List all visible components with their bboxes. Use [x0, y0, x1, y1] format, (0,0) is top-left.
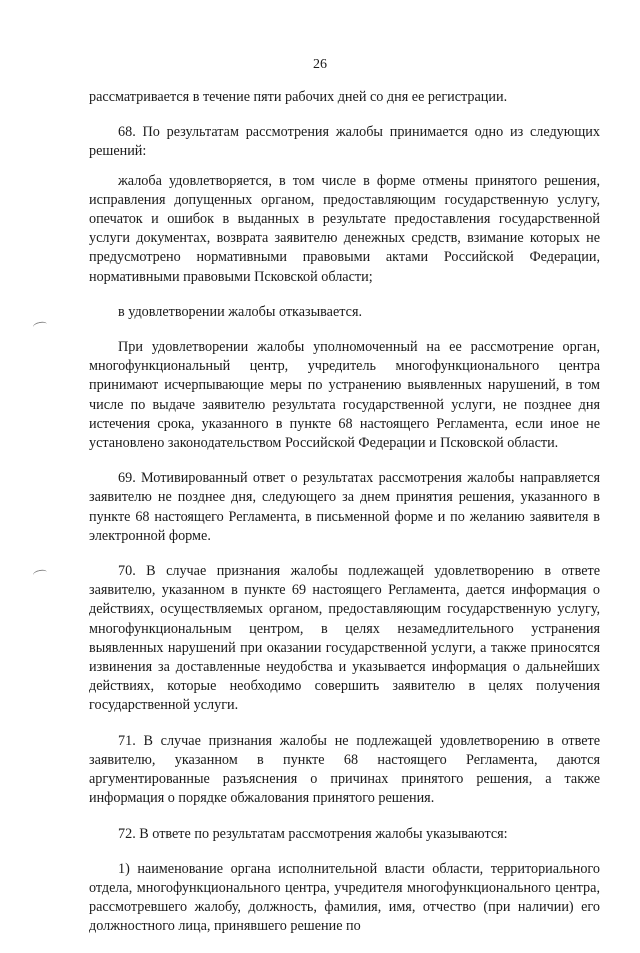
- paragraph-decision-refused: в удовлетворении жалобы отказывается.: [118, 303, 363, 320]
- page-number: 26: [313, 57, 327, 72]
- paragraph-68: 68. По результатам рассмотрения жалобы принимается одно из следующих решений:: [89, 124, 600, 160]
- margin-mark: [32, 569, 47, 579]
- paragraph-72: 72. В ответе по результатам рассмотрения жалобы указываются:: [118, 825, 508, 842]
- paragraph-72-item-1: 1) наименование органа исполнительной власти области, территориального отдела, многофункционального центра, учредителя многофункционального центра, рассмотревшего жалобу, должность, фамилия, имя, отчество (при наличии) его должностного лица, принявшего решение по: [89, 860, 600, 935]
- paragraph-70: 70. В случае признания жалобы подлежащей удовлетворению в ответе заявителю, указанном в пункте 69 настоящего Регламента, дается информация о действиях, осуществляемых органом, предоставляющим государственную услугу, многофункциональным центром, в целях незамедлительного устранения выявленных нарушений при оказании государственной услуги, а также приносятся извинения за доставленные неудобства и указывается информация о дальнейших действиях, которые необходимо совершить заявителю в целях получения государственной услуги.: [89, 563, 600, 714]
- paragraph-decision-satisfied: жалоба удовлетворяется, в том числе в форме отмены принятого решения, исправления допущенных органом, предоставляющим государственную услугу, опечаток и ошибок в выданных в результате предоставления государственной услуги документах, возврата заявителю денежных средств, взимание которых не предусмотрено нормативными правовыми актами Российской Федерации, нормативными правовыми Псковской области;: [89, 172, 600, 285]
- margin-mark: [32, 321, 47, 331]
- paragraph-71: 71. В случае признания жалобы не подлежащей удовлетворению в ответе заявителю, указанном в пункте 68 настоящего Регламента, даются аргументированные разъяснения о причинах принятого решения, а также информация о порядке обжалования принятого решения.: [89, 732, 600, 807]
- paragraph-69: 69. Мотивированный ответ о результатах рассмотрения жалобы направляется заявителю не позднее дня, следующего за днем принятия решения, указанного в пункте 68 настоящего Регламента, в письменной форме и по желанию заявителя в электронной форме.: [89, 470, 600, 544]
- document-body: [89, 88, 600, 953]
- paragraph-remedy-measures: При удовлетворении жалобы уполномоченный на ее рассмотрение орган, многофункциональный центр, учредитель многофункционального центра принимают исчерпывающие меры по устранению выявленных нарушений, в том числе по выдаче заявителю результата государственной услуги, не позднее дня истечения срока, указанного в пункте 68 настоящего Регламента, если иное не установлено законодательством Российской Федерации и Псковской области.: [89, 339, 600, 452]
- paragraph-continuation: рассматривается в течение пяти рабочих дней со дня ее регистрации.: [89, 89, 508, 105]
